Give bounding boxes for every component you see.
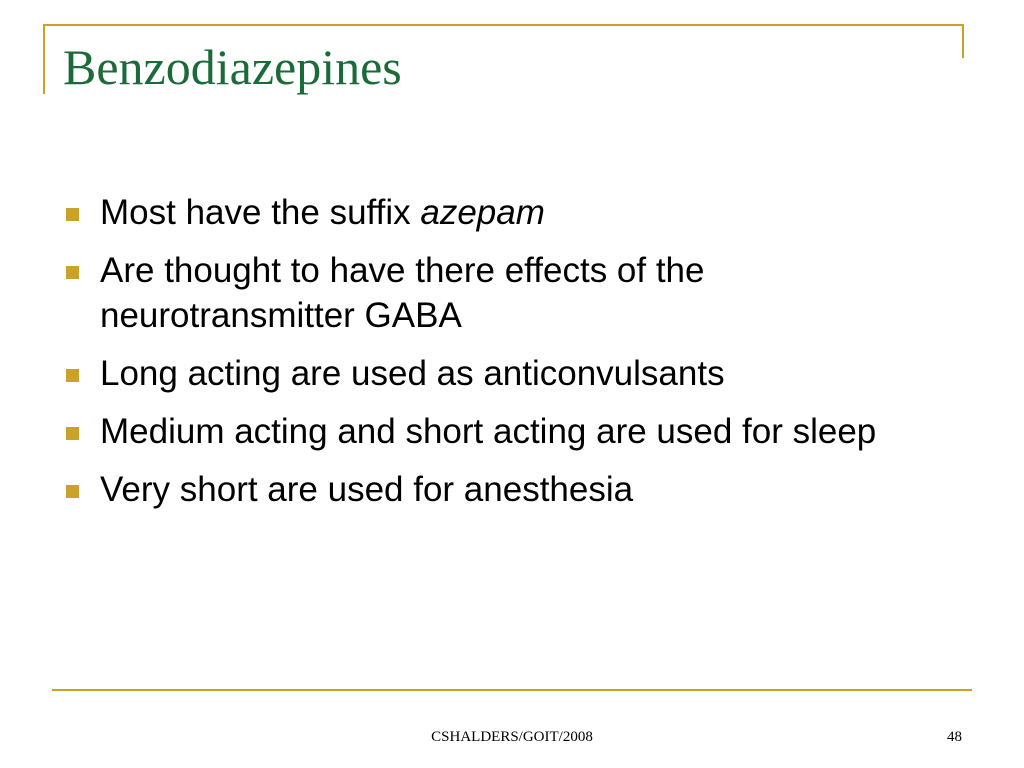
- footer-divider: [52, 689, 972, 691]
- right-border-line: [962, 24, 964, 58]
- footer-text: CSHALDERS/GOIT/2008: [431, 729, 593, 745]
- bullet-text-emphasis: azepam: [420, 193, 545, 232]
- square-bullet-icon: [66, 485, 79, 498]
- bullet-list: [62, 190, 962, 525]
- left-border-line: [43, 24, 45, 94]
- bullet-text: [100, 193, 545, 232]
- bullet-item-anesthesia: [62, 467, 962, 512]
- bullet-text-plain: Most have the suffix: [100, 193, 421, 232]
- slide-title: Benzodiazepines: [63, 39, 402, 95]
- top-border-line: [43, 24, 964, 26]
- square-bullet-icon: [66, 427, 79, 440]
- bullet-item-sleep: [62, 409, 962, 454]
- square-bullet-icon: [66, 266, 79, 279]
- bullet-text: Very short are used for anesthesia: [100, 470, 634, 509]
- bullet-item-anticonvulsants: [62, 351, 962, 396]
- bullet-item-gaba: [62, 248, 962, 338]
- page-number: 48: [947, 729, 962, 745]
- bullet-text: Long acting are used as anticonvulsants: [100, 354, 725, 393]
- bullet-text: Medium acting and short acting are used for sleep: [100, 412, 877, 451]
- bullet-text: Are thought to have there effects of the neurotransmitter GABA: [100, 251, 705, 335]
- bullet-item-suffix: [62, 190, 962, 235]
- square-bullet-icon: [66, 369, 79, 382]
- square-bullet-icon: [66, 208, 79, 221]
